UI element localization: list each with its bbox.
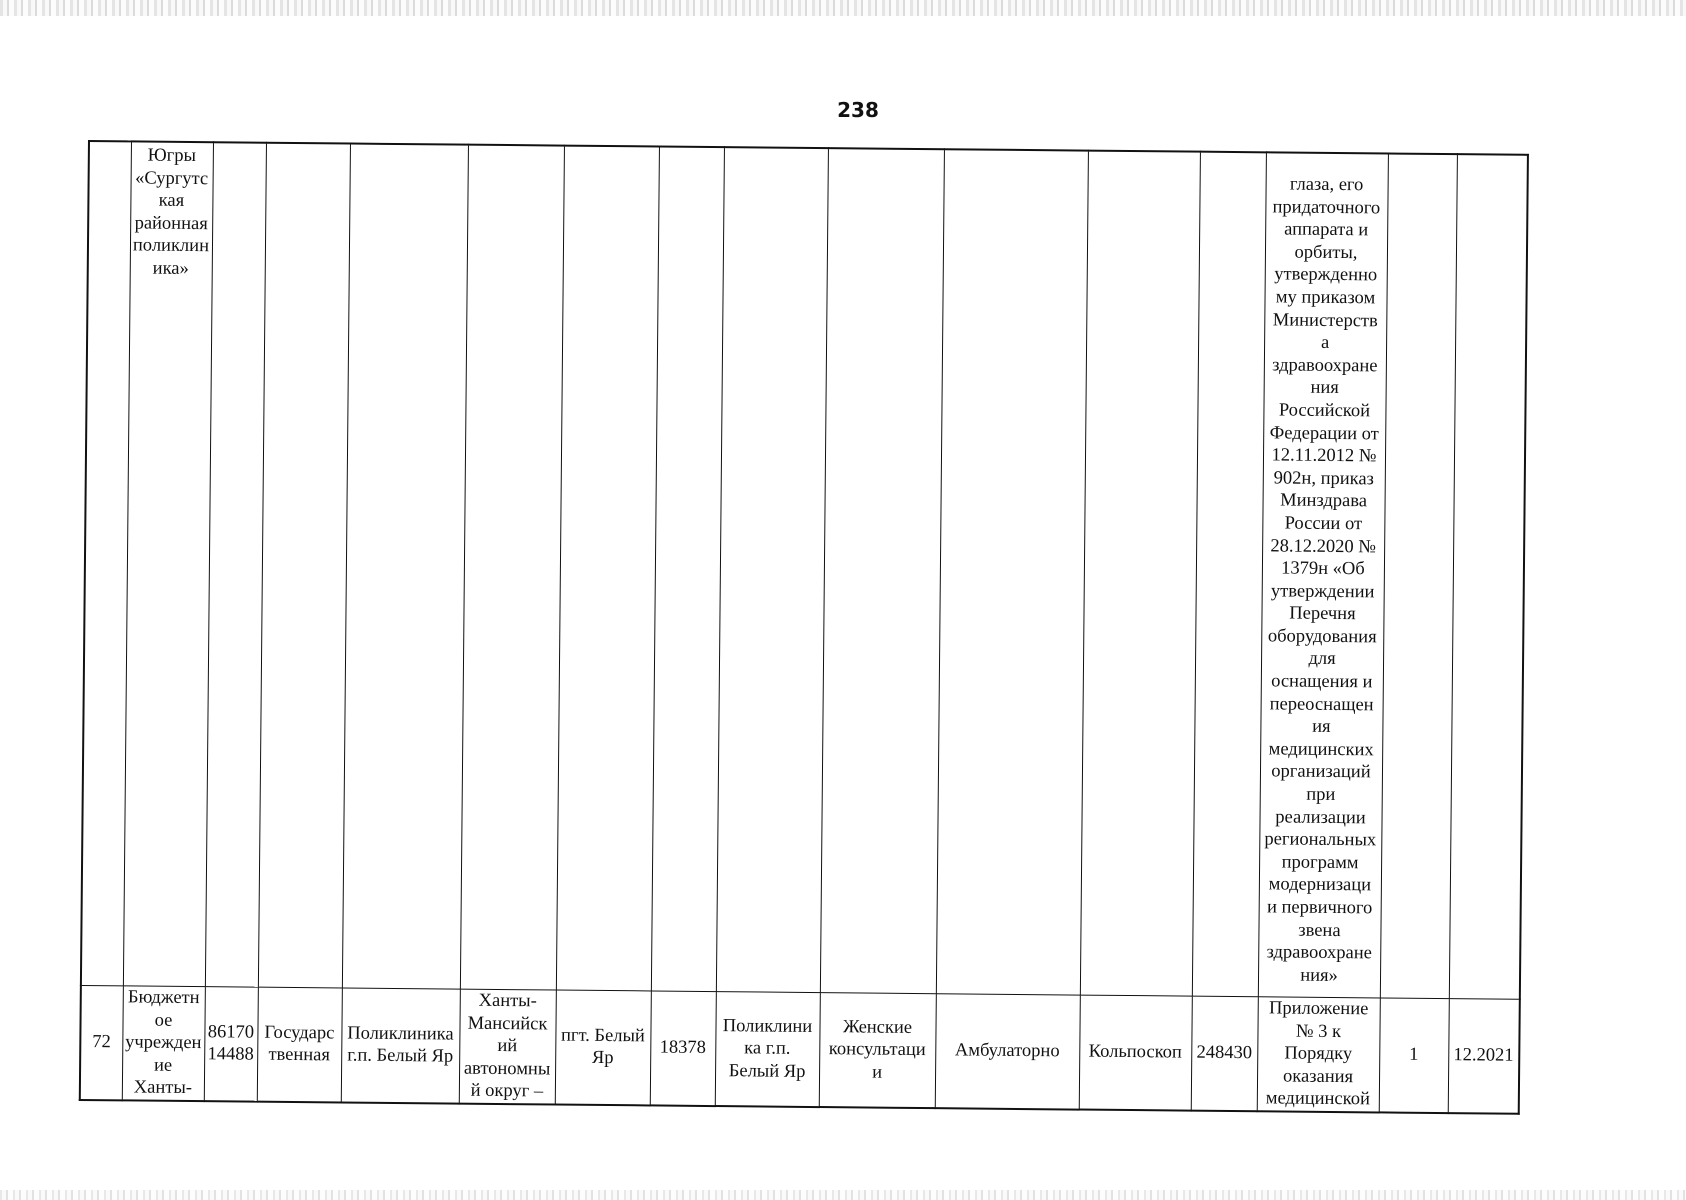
cell-legal-basis: глаза, его придаточного аппарата и орбиты, утвержденно му приказом Министерств а здравоохране ния Российской Федерации от 12.11.2012 № 902н, приказ Минздрава России от 28.12.2020 № 1379н «Об утверждении Перечня оборудования для оснащения и переоснащен ия медицинских организаций при реализации региональных программ модернизаци и первичного звена здравоохране ния» [1258,152,1388,998]
cell-number: 72 [80,985,123,1100]
scan-edge-top [0,0,1686,16]
cell-code: 18378 [650,991,716,1106]
page-number: 238 [837,98,879,122]
cell-region [460,145,564,990]
cell-department [820,148,944,994]
cell-date [1449,154,1528,999]
cell-department: Женские консультаци и [819,993,936,1109]
cell-organization-name: Бюджетн ое учрежден ие Ханты- [122,986,205,1101]
cell-equipment: Кольпоскоп [1079,995,1192,1111]
cell-ownership [258,143,350,988]
scan-edge-bottom [0,1190,1686,1200]
cell-subdivision: Поликлиника г.п. Белый Яр [341,988,460,1104]
table-container [79,140,1529,1115]
cell-facility: Поликлини ка г.п. Белый Яр [715,992,820,1107]
cell-care-conditions [936,149,1088,995]
cell-ownership: Государс твенная [257,987,342,1102]
equipment-table [79,140,1529,1115]
cell-equipment-code [1192,152,1266,997]
cell-locality [556,146,659,991]
cell-care-conditions: Амбулаторно [935,994,1080,1110]
cell-facility [716,147,828,992]
cell-code [651,146,724,991]
cell-quantity [1380,153,1457,998]
cell-equipment [1080,151,1200,997]
cell-organization-name: Югры «Сургутс кая районная поликлин ика» [123,141,213,986]
cell-legal-basis: Приложение № 3 к Порядку оказания медицинской [1257,997,1380,1113]
table-row-72 [80,985,1520,1113]
table-row-continued [81,141,1528,999]
cell-region: Ханты- Мансийск ий автономны й округ – [459,989,556,1104]
cell-locality: пгт. Белый Яр [555,990,651,1105]
cell-quantity: 1 [1379,998,1449,1113]
cell-date: 12.2021 [1448,999,1520,1114]
cell-equipment-code: 248430 [1191,996,1258,1111]
cell-inn [205,142,266,987]
cell-inn: 86170 14488 [204,987,258,1102]
cell-subdivision [342,144,468,990]
